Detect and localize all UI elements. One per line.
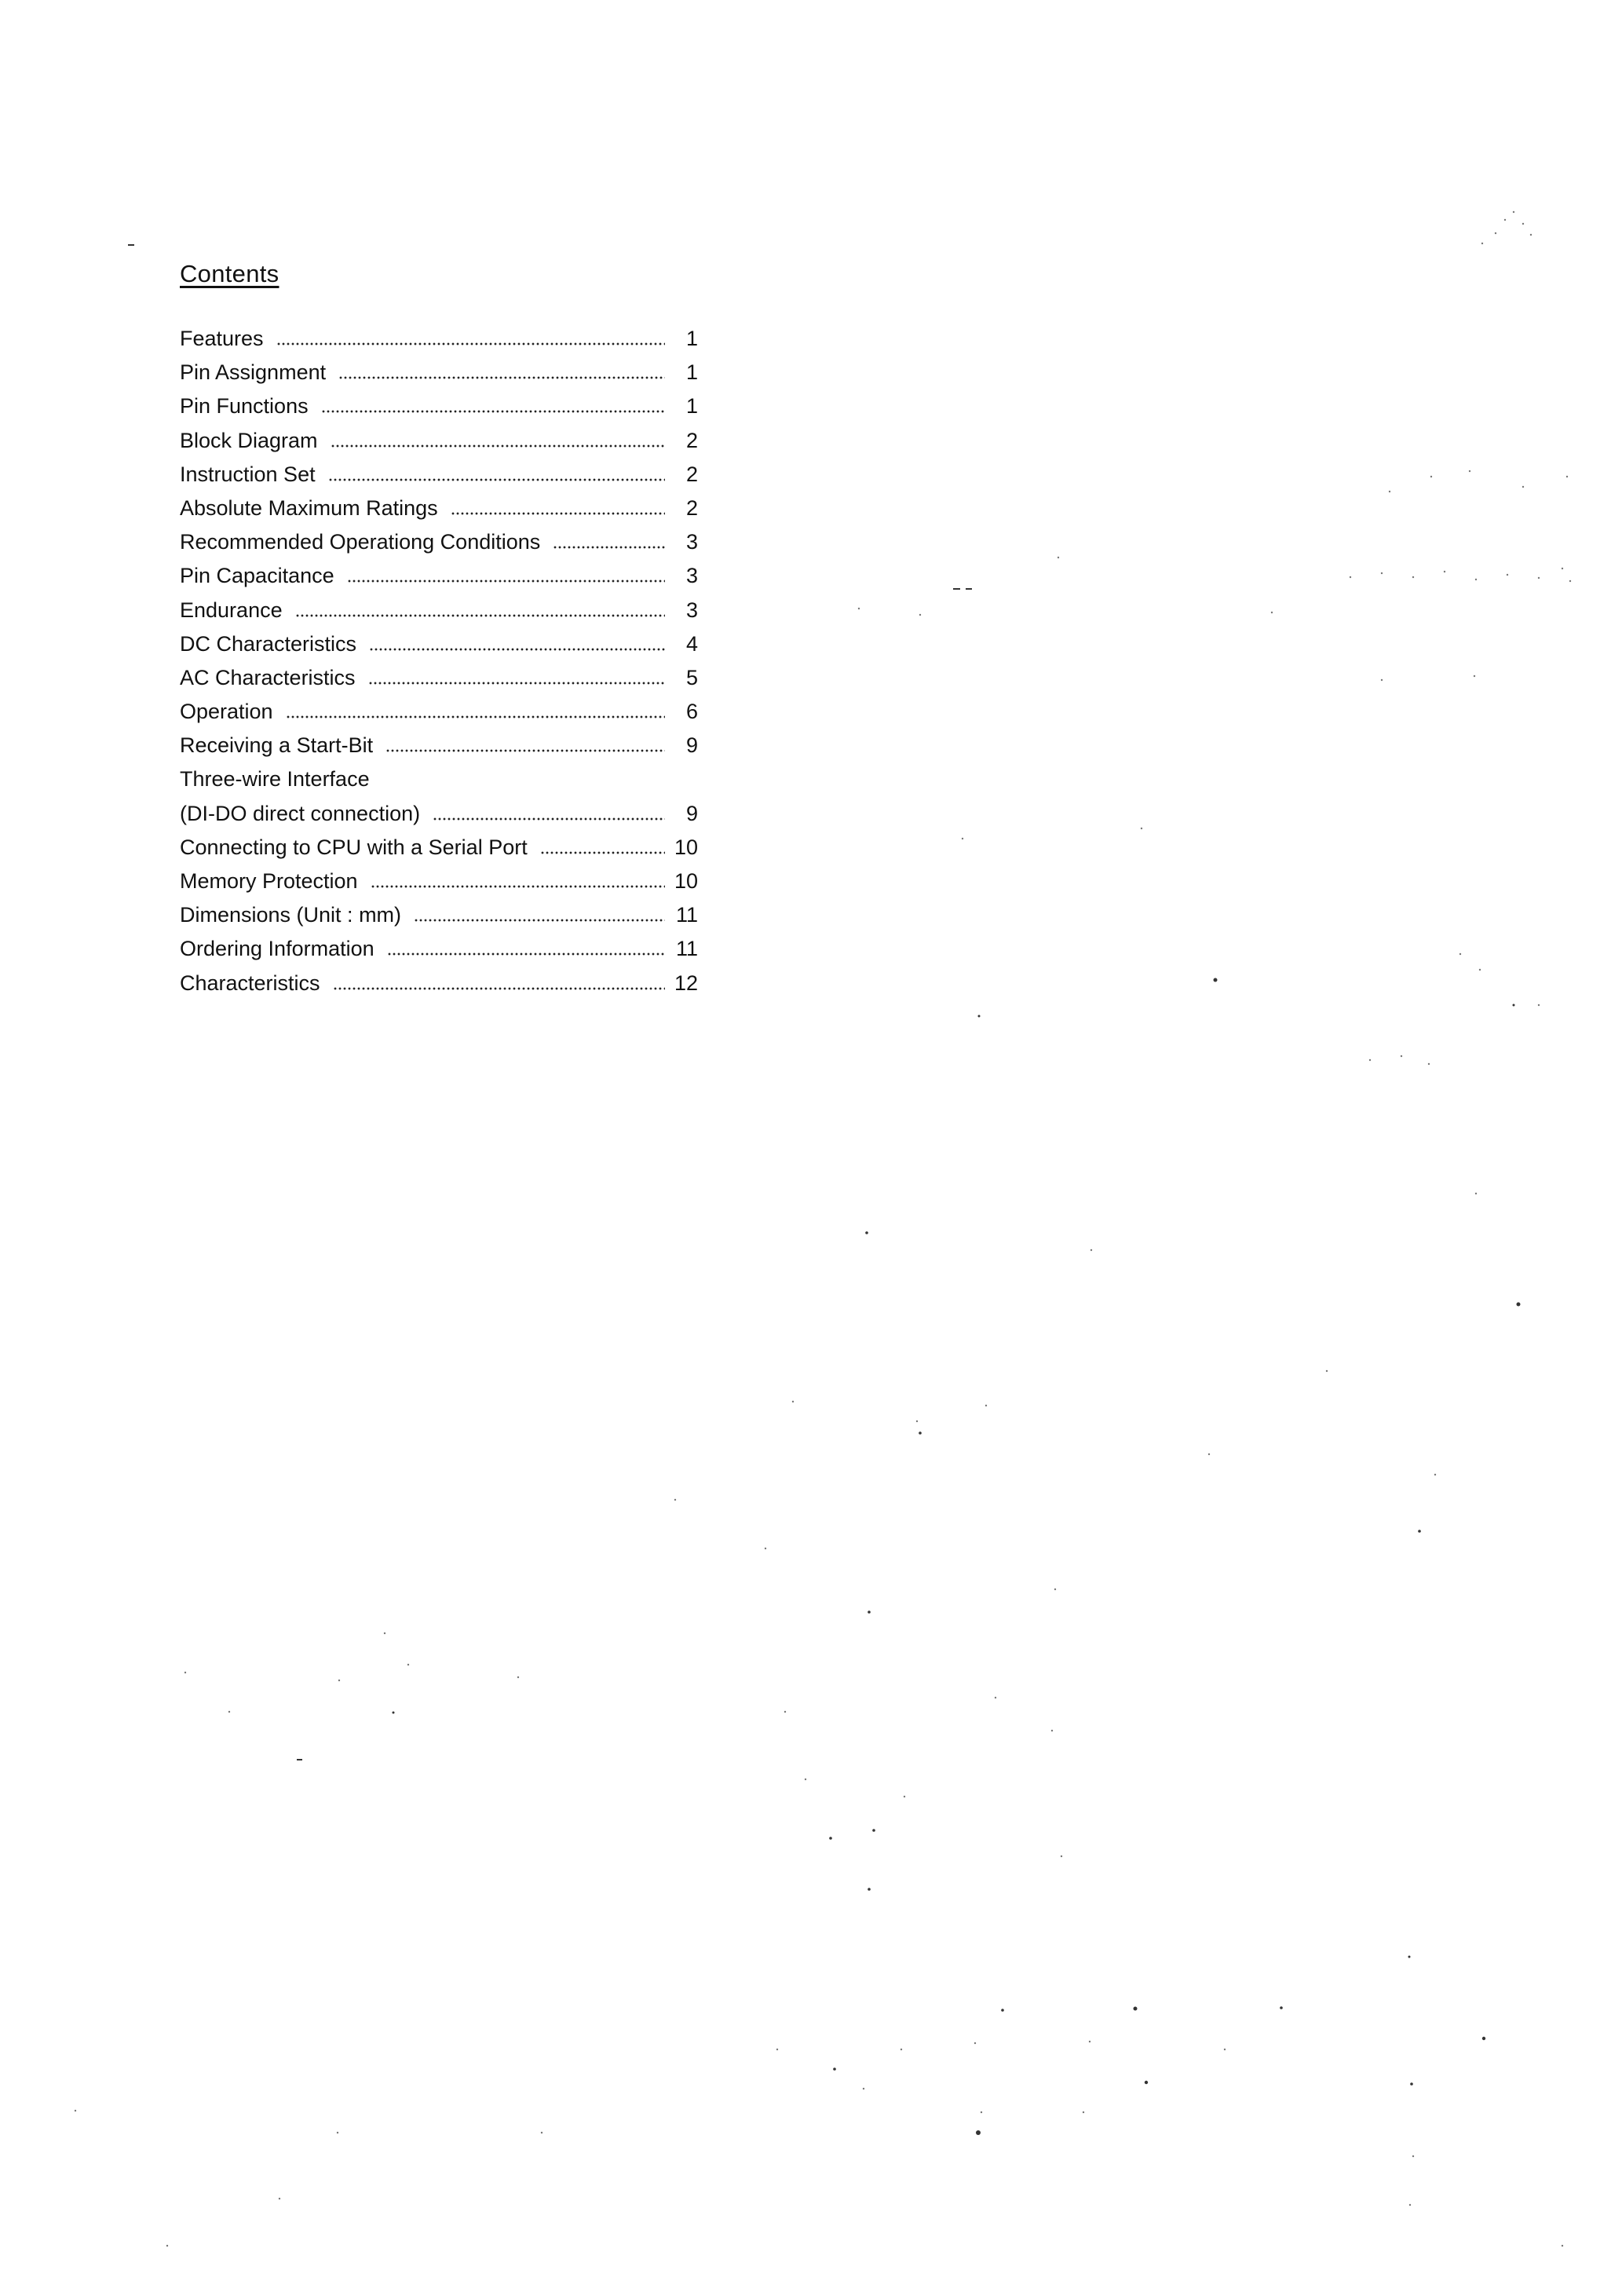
toc-entry-title: Dimensions (Unit : mm) — [180, 903, 402, 927]
toc-entry-title: Block Diagram — [180, 428, 318, 452]
toc-entry — [180, 389, 698, 423]
toc-entry-title: Memory Protection — [180, 869, 358, 893]
toc-entry-title: Features — [180, 327, 264, 350]
toc-entry-title: DC Characteristics — [180, 631, 357, 656]
dot-leader — [369, 635, 665, 651]
dot-leader — [371, 872, 665, 888]
dot-leader — [338, 364, 665, 379]
toc-entry-title: Three-wire Interface — [180, 767, 370, 792]
toc-entry-page: 11 — [675, 903, 698, 927]
toc-entry-title: Recommended Operationg Conditions — [180, 530, 541, 554]
toc-entry-title: Endurance — [180, 598, 283, 622]
dot-leader — [333, 974, 665, 990]
toc-entry-title: Ordering Information — [180, 937, 374, 961]
toc-entry-page: 6 — [685, 700, 698, 724]
dot-leader — [553, 533, 665, 549]
toc-entry — [180, 525, 698, 559]
toc-entry — [180, 424, 698, 458]
dot-leader — [347, 567, 665, 583]
toc-entry-title: Characteristics — [180, 971, 320, 995]
toc-entry — [180, 594, 698, 627]
toc-entry — [180, 492, 698, 525]
toc-entry-page: 5 — [685, 665, 698, 689]
toc-entry-page: 3 — [685, 598, 698, 622]
toc-entry-title: Pin Functions — [180, 394, 309, 419]
toc-entry-title: AC Characteristics — [180, 665, 356, 689]
dot-leader — [286, 703, 665, 718]
dot-leader — [385, 737, 665, 752]
dot-leader — [328, 466, 665, 481]
toc-entry — [180, 831, 698, 865]
toc-entry — [180, 865, 698, 898]
toc-entry-page: 2 — [685, 462, 698, 486]
dot-leader — [540, 839, 665, 854]
toc-entry-page: 10 — [674, 835, 698, 859]
toc-entry-title: Pin Capacitance — [180, 564, 334, 588]
dot-leader — [295, 601, 665, 617]
toc-entry-title: Absolute Maximum Ratings — [180, 495, 438, 520]
toc-entry-page: 2 — [685, 495, 698, 520]
toc-entry-page: 12 — [674, 971, 698, 995]
toc-entry-page: 1 — [685, 394, 698, 419]
toc-entry — [180, 898, 698, 932]
toc-entry — [180, 797, 698, 831]
dot-leader — [387, 940, 665, 956]
dot-leader — [368, 669, 665, 685]
toc-entry — [180, 695, 698, 729]
toc-entry-page: 1 — [685, 327, 698, 350]
contents-heading: Contents — [180, 260, 279, 287]
toc-entry — [180, 932, 698, 966]
toc-entry — [180, 661, 698, 695]
dot-leader — [451, 499, 665, 515]
toc-entry-page: 2 — [685, 428, 698, 452]
toc-entry-title: Instruction Set — [180, 462, 316, 486]
dot-leader — [321, 397, 665, 413]
toc-entry-page: 10 — [674, 869, 698, 893]
toc-entry-page: 4 — [685, 631, 698, 656]
toc-entry — [180, 627, 698, 661]
toc-entry — [180, 762, 698, 796]
toc-entry — [180, 458, 698, 492]
toc-entry-page: 1 — [685, 360, 698, 385]
toc-entry-page: 3 — [685, 564, 698, 588]
dot-leader — [276, 330, 665, 345]
dot-leader — [433, 805, 665, 821]
toc-entry-title: Pin Assignment — [180, 360, 327, 385]
toc-entry — [180, 729, 698, 762]
toc-entry-title: Connecting to CPU with a Serial Port — [180, 835, 528, 859]
dot-leader — [414, 906, 665, 922]
toc-entry-title: (DI-DO direct connection) — [180, 801, 421, 825]
toc-entry-page: 3 — [685, 530, 698, 554]
toc-entry — [180, 356, 698, 389]
toc-entry-title: Receiving a Start-Bit — [180, 733, 374, 758]
table-of-contents — [180, 322, 698, 1000]
dot-leader — [331, 432, 665, 448]
toc-entry-page: 9 — [685, 733, 698, 758]
toc-entry-page: 9 — [685, 801, 698, 825]
toc-entry-page: 11 — [675, 937, 698, 961]
toc-entry — [180, 967, 698, 1000]
toc-entry — [180, 322, 698, 356]
toc-entry-title: Operation — [180, 700, 273, 724]
toc-entry — [180, 559, 698, 593]
